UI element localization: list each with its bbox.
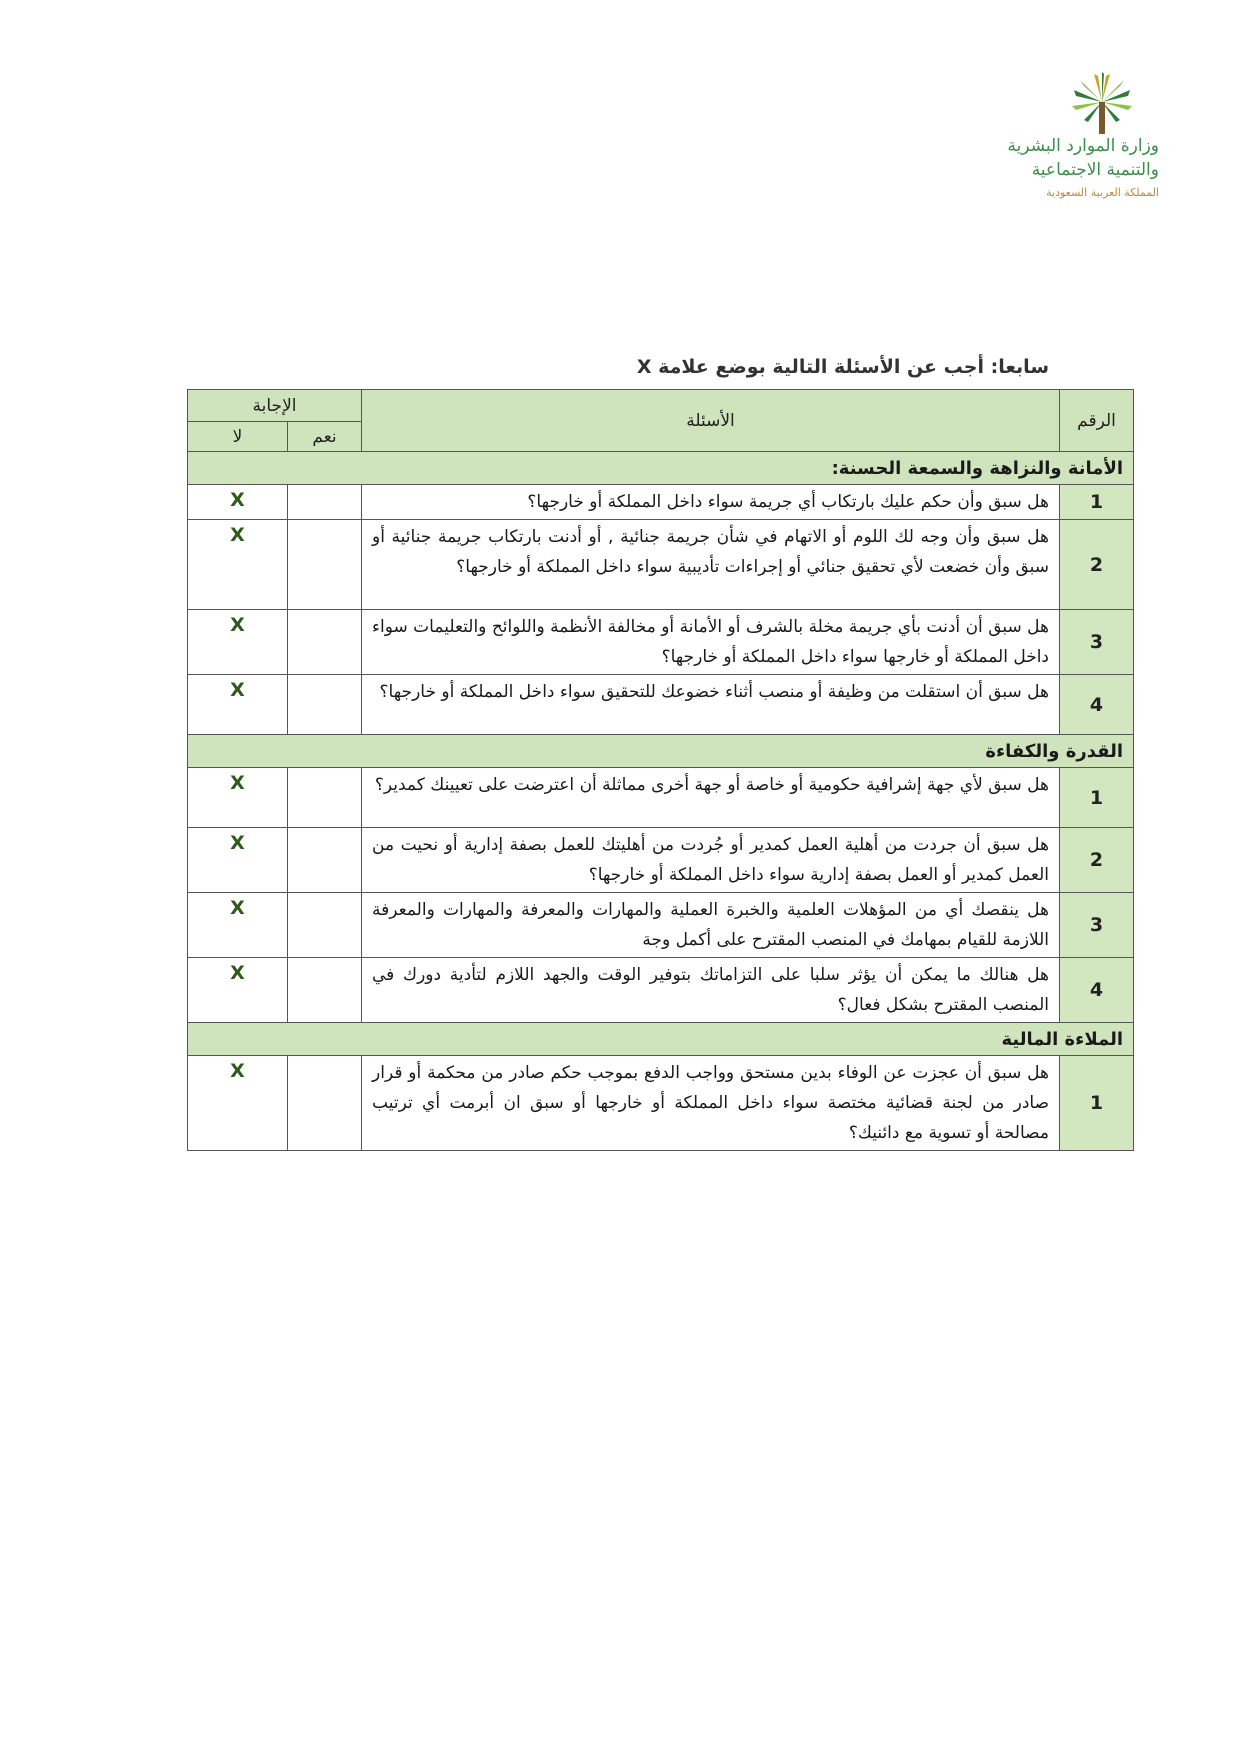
question-text: هل سبق أن عجزت عن الوفاء بدين مستحق وواجب الدفع بموجب حكم صادر من محكمة أو قرار صادر من لجنة قضائية مختصة سواء داخل المملكة أو خارجها أو سبق ان أبرمت أي ترتيب مصالحة أو تسوية مع دائنيك؟	[362, 1056, 1060, 1151]
answer-no-cell[interactable]: X	[188, 958, 288, 1023]
country-name: المملكة العربية السعودية	[1046, 186, 1159, 199]
question-text: هل سبق لأي جهة إشرافية حكومية أو خاصة أو جهة أخرى مماثلة أن اعترضت على تعيينك كمدير؟	[362, 768, 1060, 828]
row-number: 2	[1060, 520, 1134, 610]
question-text: هل سبق أن جردت من أهلية العمل كمدير أو جُردت من أهليتك للعمل بصفة إدارية أو نحيت من العمل كمدير أو العمل بصفة إدارية سواء داخل المملكة أو خارجها؟	[362, 828, 1060, 893]
table-row	[188, 958, 1134, 1023]
row-number: 4	[1060, 958, 1134, 1023]
row-number: 1	[1060, 768, 1134, 828]
answer-yes-cell[interactable]	[288, 893, 362, 958]
category-financial-solvency: الملاءة المالية	[188, 1023, 1134, 1056]
row-number: 2	[1060, 828, 1134, 893]
answer-yes-cell[interactable]	[288, 675, 362, 735]
category-competence: القدرة والكفاءة	[188, 735, 1134, 768]
table-row	[188, 485, 1134, 520]
palm-emblem-icon	[1067, 72, 1137, 136]
answer-yes-cell[interactable]	[288, 610, 362, 675]
ministry-name-line2: والتنمية الاجتماعية	[1031, 160, 1159, 180]
answer-no-cell[interactable]: X	[188, 893, 288, 958]
row-number: 4	[1060, 675, 1134, 735]
question-text: هل سبق أن استقلت من وظيفة أو منصب أثناء خضوعك للتحقيق سواء داخل المملكة أو خارجها؟	[362, 675, 1060, 735]
row-number: 3	[1060, 893, 1134, 958]
answer-yes-cell[interactable]	[288, 828, 362, 893]
questions-table	[187, 389, 1134, 1151]
question-text: هل سبق وأن حكم عليك بارتكاب أي جريمة سواء داخل المملكة أو خارجها؟	[362, 485, 1060, 520]
section-title: سابعا: أجب عن الأسئلة التالية بوضع علامة X	[636, 356, 1049, 378]
answer-no-cell[interactable]: X	[188, 675, 288, 735]
row-number: 1	[1060, 1056, 1134, 1151]
answer-no-cell[interactable]: X	[188, 768, 288, 828]
question-text: هل هنالك ما يمكن أن يؤثر سلبا على التزاماتك بتوفير الوقت والجهد اللازم لتأدية دورك في المنصب المقترح بشكل فعال؟	[362, 958, 1060, 1023]
answer-no-cell[interactable]: X	[188, 610, 288, 675]
answer-yes-cell[interactable]	[288, 958, 362, 1023]
answer-no-cell[interactable]: X	[188, 1056, 288, 1151]
answer-no-cell[interactable]: X	[188, 485, 288, 520]
header-yes: نعم	[288, 422, 362, 452]
header-no: لا	[188, 422, 288, 452]
row-number: 1	[1060, 485, 1134, 520]
question-text: هل سبق أن أدنت بأي جريمة مخلة بالشرف أو الأمانة أو مخالفة الأنظمة واللوائح والتعليمات سواء داخل المملكة أو خارجها سواء داخل المملكة أو خارجها؟	[362, 610, 1060, 675]
table-row	[188, 1056, 1134, 1151]
table-row	[188, 768, 1134, 828]
question-text: هل ينقصك أي من المؤهلات العلمية والخبرة العملية والمهارات والمعرفة والمهارات والمعرفة اللازمة للقيام بمهامك في المنصب المقترح على أكمل وجة	[362, 893, 1060, 958]
answer-yes-cell[interactable]	[288, 1056, 362, 1151]
answer-no-cell[interactable]: X	[188, 520, 288, 610]
table-row	[188, 520, 1134, 610]
category-integrity: الأمانة والنزاهة والسمعة الحسنة:	[188, 452, 1134, 485]
header-questions: الأسئلة	[362, 390, 1060, 452]
answer-no-cell[interactable]: X	[188, 828, 288, 893]
ministry-name-line1: وزارة الموارد البشرية	[1007, 136, 1159, 156]
table-row	[188, 675, 1134, 735]
header-number: الرقم	[1060, 390, 1134, 452]
answer-yes-cell[interactable]	[288, 768, 362, 828]
header-answer: الإجابة	[188, 390, 362, 422]
answer-yes-cell[interactable]	[288, 485, 362, 520]
table-row	[188, 610, 1134, 675]
question-text: هل سبق وأن وجه لك اللوم أو الاتهام في شأن جريمة جنائية , أو أدنت بارتكاب جريمة جنائية أو سبق وأن خضعت لأي تحقيق جنائي أو إجراءات تأديبية سواء داخل المملكة أو خارجها؟	[362, 520, 1060, 610]
answer-yes-cell[interactable]	[288, 520, 362, 610]
ministry-logo	[1009, 72, 1159, 204]
table-row	[188, 893, 1134, 958]
table-row	[188, 828, 1134, 893]
row-number: 3	[1060, 610, 1134, 675]
